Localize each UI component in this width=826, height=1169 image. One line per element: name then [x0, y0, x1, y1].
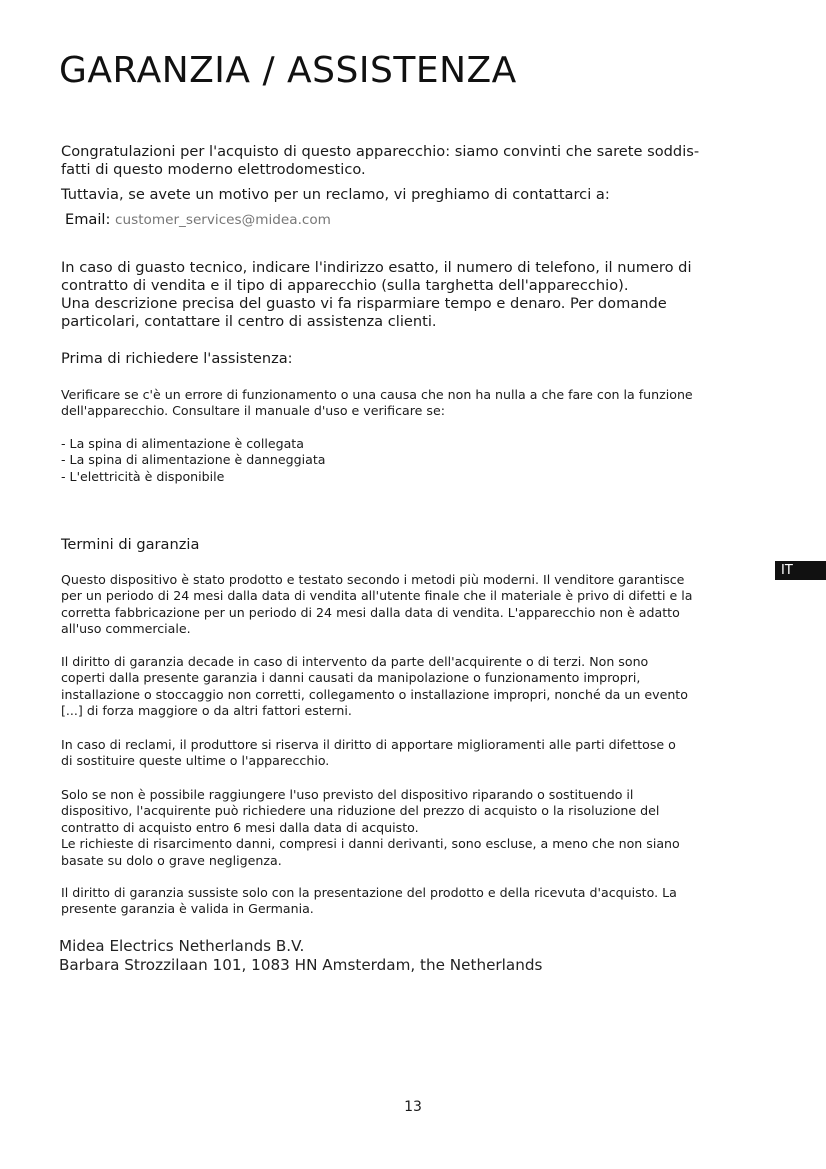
warranty-paragraph-4: [61, 787, 766, 869]
check-list: [61, 436, 766, 485]
text-line: [...] di forza maggiore o da altri fattori esterni.: [61, 703, 352, 719]
warranty-paragraph-5: [61, 885, 766, 918]
warranty-paragraph-2: [61, 654, 766, 720]
text-line: coperti dalla presente garanzia i danni causati da manipolazione o funzionamento impropri,: [61, 670, 641, 686]
text-line: all'uso commerciale.: [61, 621, 191, 637]
text-line: presente garanzia è valida in Germania.: [61, 901, 314, 917]
text-line: di sostituire queste ultime o l'apparecchio.: [61, 753, 330, 769]
email-link[interactable]: customer_services@midea.com: [115, 212, 331, 228]
company-name: Midea Electrics Netherlands B.V.: [59, 937, 305, 955]
before-service-heading: Prima di richiedere l'assistenza:: [61, 350, 293, 367]
company-address: Barbara Strozzilaan 101, 1083 HN Amsterdam, the Netherlands: [59, 956, 543, 974]
warranty-terms-heading: Termini di garanzia: [61, 536, 200, 553]
text-line: Il diritto di garanzia sussiste solo con la presentazione del prodotto e della ricevuta d'acquisto. La: [61, 885, 677, 900]
text-line: installazione o stoccaggio non corretti, collegamento o installazione impropri, nonché da un evento: [61, 686, 688, 702]
email-line: [65, 211, 765, 229]
language-tab: IT: [775, 561, 826, 580]
fault-paragraph: [61, 259, 761, 331]
text-line: per un periodo di 24 mesi dalla data di vendita all'utente finale che il materiale è privo di difetti e la: [61, 588, 693, 604]
text-line: corretta fabbricazione per un periodo di 24 mesi dalla data di vendita. L'apparecchio non è adatto: [61, 604, 680, 620]
text-line: dispositivo, l'acquirente può richiedere una riduzione del prezzo di acquisto o la risoluzione del: [61, 803, 660, 819]
check-item: - La spina di alimentazione è danneggiata: [61, 452, 326, 468]
email-label: Email:: [65, 211, 111, 228]
intro-paragraph: [61, 143, 761, 179]
text-line: contratto di acquisto entro 6 mesi dalla data di acquisto.: [61, 819, 419, 835]
warranty-paragraph-1: [61, 572, 766, 638]
fault-line-4: particolari, contattare il centro di assistenza clienti.: [61, 313, 437, 330]
company-block: [59, 937, 542, 975]
intro-line-2: fatti di questo moderno elettrodomestico.: [61, 161, 366, 178]
text-line: basate su dolo o grave negligenza.: [61, 852, 282, 868]
page-title: GARANZIA / ASSISTENZA: [59, 50, 517, 91]
before-service-paragraph: [61, 387, 766, 420]
before-service-line-2: dell'apparecchio. Consultare il manuale d'uso e verificare se:: [61, 403, 445, 419]
text-line: Solo se non è possibile raggiungere l'uso previsto del dispositivo riparando o sostituendo il: [61, 787, 634, 802]
text-line: Le richieste di risarcimento danni, compresi i danni derivanti, sono escluse, a meno che non siano: [61, 836, 680, 852]
fault-line-3: Una descrizione precisa del guasto vi fa risparmiare tempo e denaro. Per domande: [61, 295, 667, 312]
check-item: - L'elettricità è disponibile: [61, 468, 225, 484]
check-item: - La spina di alimentazione è collegata: [61, 436, 304, 451]
warranty-paragraph-3: [61, 737, 766, 770]
complaint-paragraph: Tuttavia, se avete un motivo per un reclamo, vi preghiamo di contattarci a:: [61, 186, 610, 203]
text-line: Il diritto di garanzia decade in caso di intervento da parte dell'acquirente o di terzi. Non sono: [61, 654, 649, 669]
text-line: Questo dispositivo è stato prodotto e testato secondo i metodi più moderni. Il venditore garantisce: [61, 572, 685, 587]
page-number: 13: [404, 1099, 422, 1115]
before-service-line-1: Verificare se c'è un errore di funzionamento o una causa che non ha nulla a che fare con la funzione: [61, 387, 693, 402]
text-line: In caso di reclami, il produttore si riserva il diritto di apportare miglioramenti alle parti difettose o: [61, 737, 676, 752]
fault-line-1: In caso di guasto tecnico, indicare l'indirizzo esatto, il numero di telefono, il numero di: [61, 259, 692, 276]
fault-line-2: contratto di vendita e il tipo di apparecchio (sulla targhetta dell'apparecchio).: [61, 277, 629, 294]
intro-line-1: Congratulazioni per l'acquisto di questo apparecchio: siamo convinti che sarete soddis-: [61, 143, 700, 160]
